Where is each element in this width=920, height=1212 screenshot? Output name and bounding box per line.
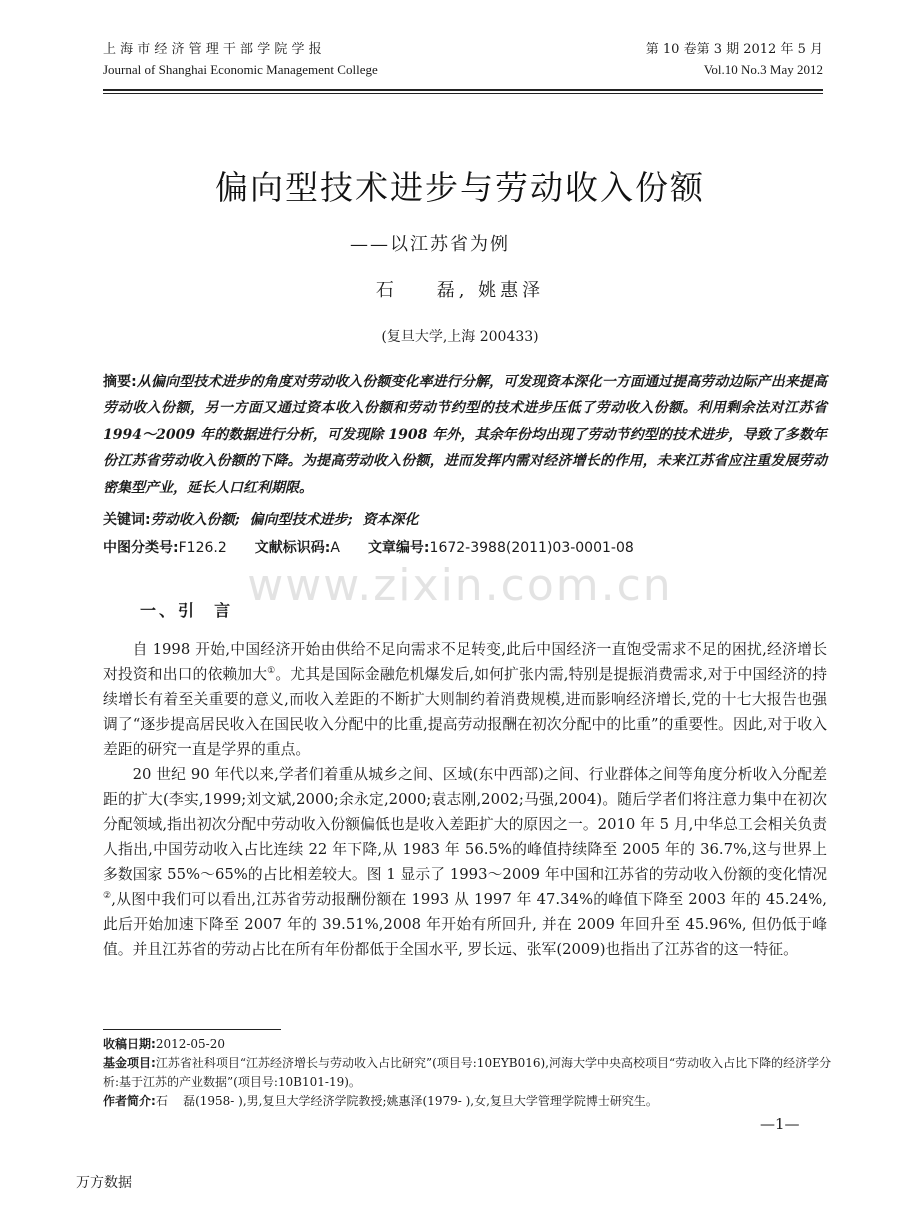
issue-info-cn: 第 10 卷第 3 期 2012 年 5 月 [645,42,823,57]
paragraph-1-text-a: 自 1998 开始,中国经济开始由供给不足向需求不足转变,此后中国经济一直饱受需求不足的困扰,经济增长对投资和出口的依赖加大 [103,641,827,683]
authors: 石 磊, 姚惠泽 [375,280,545,301]
footnotes [103,1035,833,1111]
classification-line [103,537,827,559]
abstract-text: 从偏向型技术进步的角度对劳动收入份额变化率进行分解，可发现资本深化一方面通过提高劳动边际产出来提高劳动收入份额，另一方面又通过资本收入份额和劳动节约型的技术进步压低了劳动收入份额。利用剩余法对江苏省 1994～2009 年的数据进行分析，可发现除 1908 年外，其余年份均出现了劳动节约型的技术进步，导致了多数年份江苏省劳动收入份额的下降。为提高劳动收入份额，进而发挥内需对经济增长的作用，未来江苏省应注重发展劳动密集型产业，延长人口红利期限。 [103,374,827,496]
body-paragraph-1 [103,637,827,762]
author-bio-label: 作者简介: [103,1094,156,1108]
author-bio-value: 石 磊(1958- ),男,复旦大学经济学院教授;姚惠泽(1979- ),女,复旦大学管理学院博士研究生。 [155,1094,658,1108]
article-number-value: 1672-3988(2011)03-0001-08 [429,540,634,556]
footnote-ref-2: ② [103,891,112,902]
watermark: www.zixin.com.cn [247,560,673,611]
keywords [103,509,827,531]
paragraph-2-text-a: 20 世纪 90 年代以来,学者们着重从城乡之间、区域(东中西部)之间、行业群体之间等角度分析收入分配差距的扩大(李实,1999;刘文斌,2000;余永定,2000;袁志刚,2002;马强,2004)。随后学者们将注意力集中在初次分配领域,指出初次分配中劳动收入份额偏低也是收入差距扩大的原因之一。2010 年 5 月,中华总工会相关负责人指出,中国劳动收入占比连续 22 年下降,从 1983 年 56.5%的峰值持续降至 2005 年的 36.7%,这与世界上多数国家 55%～65%的占比相差较大。图 1 显示了 1993～2009 年中国和江苏省的劳动收入份额的变化情况 [103,766,827,883]
page-number: —1— [760,1115,800,1133]
received-label: 收稿日期: [103,1037,156,1051]
received-date [103,1035,833,1054]
abstract-label: 摘要: [103,374,137,390]
footnote-ref-1: ① [267,666,276,677]
header-rule-thin [103,93,823,94]
fund-value: 江苏省社科项目“江苏经济增长与劳动收入占比研究”(项目号:10EYB016),河海大学中央高校项目“劳动收入占比下降的经济学分析:基于江苏的产业数据”(项目号:10B101-19)。 [103,1056,832,1089]
issue-info-en: Vol.10 No.3 May 2012 [703,62,823,77]
doc-code-label: 文献标识码: [254,540,331,556]
author-bio [103,1092,833,1111]
article-title: 偏向型技术进步与劳动收入份额 [215,168,705,207]
keywords-text: 劳动收入份额; 偏向型技术进步; 资本深化 [150,512,419,528]
fund-label: 基金项目: [103,1056,156,1070]
clc-label: 中图分类号: [103,540,179,556]
footer-source: 万方数据 [76,1175,132,1191]
body-paragraph-2 [103,762,827,962]
clc-value: F126.2 [178,540,227,556]
doc-code-value: A [330,540,340,556]
journal-name-en: Journal of Shanghai Economic Management College [103,62,378,77]
paragraph-1-text-b: 。尤其是国际金融危机爆发后,如何扩张内需,特别是提振消费需求,对于中国经济的持续增长有着至关重要的意义,而收入差距的不断扩大则制约着消费规模,进而影响经济增长,党的十七大报告也强调了“逐步提高居民收入在国民收入分配中的比重,提高劳动报酬在初次分配中的比重”的重要性。因此,对于收入差距的研究一直是学界的重点。 [103,666,827,758]
article-subtitle: ——以江苏省为例 [350,234,510,255]
footnote-rule [103,1029,281,1030]
abstract [103,369,827,501]
journal-name-cn: 上 海 市 经 济 管 理 干 部 学 院 学 报 [103,42,322,57]
article-number-label: 文章编号: [367,540,430,556]
affiliation: (复旦大学,上海 200433) [381,329,539,345]
section-heading: 一、引 言 [140,601,234,620]
paragraph-2-text-b: ,从图中我们可以看出,江苏省劳动报酬份额在 1993 从 1997 年 47.34%的峰值下降至 2003 年的 45.24%, 此后开始加速下降至 2007 年的 39.51%,2008 年开始有所回升, 并在 2009 年回升至 45.96%, 但仍低于峰值。并且江苏省的劳动占比在所有年份都低于全国水平, 罗长远、张军(2009)也指出了江苏省的这一特征。 [103,891,827,958]
received-value: 2012-05-20 [155,1037,225,1051]
keywords-label: 关键词: [103,512,151,528]
fund-info [103,1054,833,1092]
header-rule-thick [103,89,823,91]
